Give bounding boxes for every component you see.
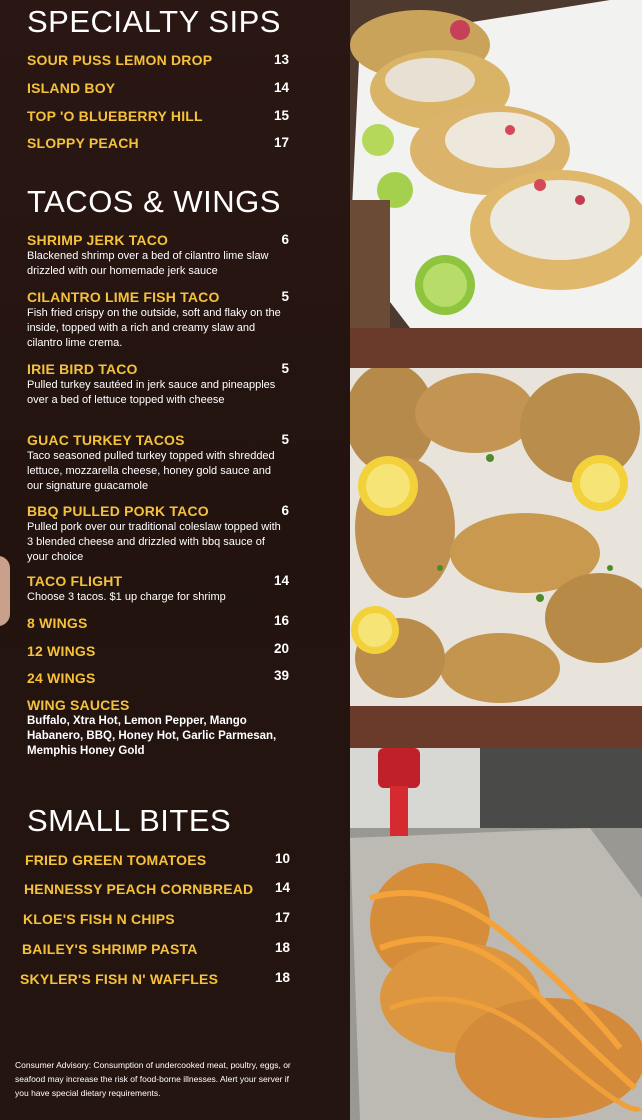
menu-item-price: 39 (273, 668, 289, 683)
menu-item-price: 5 (281, 361, 289, 376)
menu-item-description: Pulled pork over our traditional coleslaw topped with 3 blended cheese and drizzled with bbq sauce of your choice (27, 521, 281, 563)
menu-item-description: Fish fried crispy on the outside, soft and flaky on the inside, topped with a rich and creamy slaw and cilantro lime crema. (27, 307, 281, 349)
section-title-specialty-sips: SPECIALTY SIPS (27, 4, 281, 39)
menu-item-price: 14 (273, 80, 289, 95)
menu-item-price: 18 (274, 940, 290, 955)
wing-sauces-title: WING SAUCES (27, 697, 130, 713)
tacos-photo (350, 0, 642, 328)
menu-item-name: 24 WINGS (27, 670, 96, 686)
menu-item-description: Blackened shrimp over a bed of cilantro lime slaw drizzled with our homemade jerk sauce (27, 250, 269, 277)
menu-item-name: FRIED GREEN TOMATOES (25, 852, 207, 868)
menu-item-price: 17 (274, 910, 290, 925)
consumer-advisory: Consumer Advisory: Consumption of undercooked meat, poultry, eggs, or seafood may increase the risk of food-borne illnesses. Alert your server if you have special dietary requirements. (15, 1060, 291, 1098)
menu-item-price: 16 (273, 613, 289, 628)
menu-item-name: SLOPPY PEACH (27, 135, 139, 151)
menu-item-description: Choose 3 tacos. $1 up charge for shrimp (27, 591, 226, 603)
menu-item-name: IRIE BIRD TACO (27, 361, 138, 377)
menu-item-price: 6 (281, 232, 289, 247)
menu-item-description: Taco seasoned pulled turkey topped with shredded lettuce, mozzarella cheese, honey gold sauce and our signature guacamole (27, 450, 275, 492)
menu-item-name: KLOE'S FISH N CHIPS (23, 911, 175, 927)
menu-item-price: 5 (281, 432, 289, 447)
menu-item-price: 17 (273, 135, 289, 150)
menu-item-name: GUAC TURKEY TACOS (27, 432, 185, 448)
section-title-tacos-wings: TACOS & WINGS (27, 184, 281, 219)
menu-item-price: 6 (281, 503, 289, 518)
menu-item-price: 14 (274, 880, 290, 895)
finger-edge (0, 556, 10, 626)
menu-item-name: TACO FLIGHT (27, 573, 123, 589)
wing-sauces-list: Buffalo, Xtra Hot, Lemon Pepper, Mango Habanero, BBQ, Honey Hot, Garlic Parmesan, Memphis Honey Gold (27, 715, 277, 757)
section-title-small-bites: SMALL BITES (27, 803, 232, 838)
menu-item-name: SKYLER'S FISH N' WAFFLES (20, 971, 219, 987)
menu-item-price: 10 (274, 851, 290, 866)
menu-item-name: 8 WINGS (27, 615, 88, 631)
menu-item-price: 5 (281, 289, 289, 304)
menu-item-price: 14 (273, 573, 289, 588)
menu-item-price: 18 (274, 970, 290, 985)
menu-item-name: 12 WINGS (27, 643, 96, 659)
menu-item-price: 13 (273, 52, 289, 67)
menu-item-name: HENNESSY PEACH CORNBREAD (24, 881, 254, 897)
menu-item-name: ISLAND BOY (27, 80, 116, 96)
menu-item-name: SOUR PUSS LEMON DROP (27, 52, 213, 68)
menu-item-price: 20 (273, 641, 289, 656)
menu-item-name: SHRIMP JERK TACO (27, 232, 169, 248)
fried-fish-with-sauce-photo (350, 748, 642, 1120)
menu-item-name: BBQ PULLED PORK TACO (27, 503, 209, 519)
chicken-wings-photo (350, 368, 642, 706)
menu-item-name: TOP 'O BLUEBERRY HILL (27, 108, 203, 124)
menu-item-price: 15 (273, 108, 289, 123)
menu-item-name: BAILEY'S SHRIMP PASTA (22, 941, 198, 957)
menu-item-description: Pulled turkey sautéed in jerk sauce and pineapples over a bed of lettuce topped with cheese (27, 379, 276, 406)
menu-item-name: CILANTRO LIME FISH TACO (27, 289, 220, 305)
